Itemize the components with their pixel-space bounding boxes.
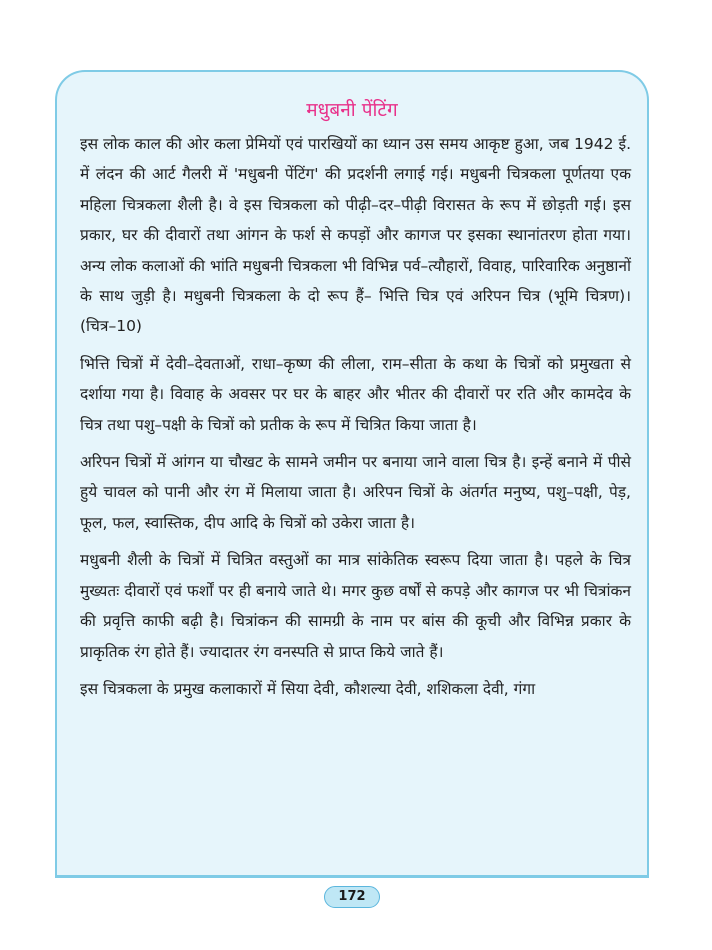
- paragraph-intro: इस लोक काल की ओर कला प्रेमियों एवं पारखियों का ध्यान उस समय आकृष्ट हुआ, जब 1942 ई. में लंदन की आर्ट गैलरी में 'मधुबनी पेंटिंग' की प्रदर्शनी लगाई गई। मधुबनी चित्रकला पूर्णतया एक महिला चित्रकला शैली है। वे इस चित्रकला को पीढ़ी–दर–पीढ़ी विरासत के रूप में छोड़ती गई। इस प्रकार, घर की दीवारों तथा आंगन के फर्श से कपड़ों और कागज पर इसका स्थानांतरण होता गया। अन्य लोक कलाओं की भांति मधुबनी चित्रकला भी विभिन्न पर्व–त्यौहारों, विवाह, पारिवारिक अनुष्ठानों के साथ जुड़ी है। मधुबनी चित्रकला के दो रूप हैं– भित्ति चित्र एवं अरिपन चित्र (भूमि चित्रण)। (चित्र–10): [80, 135, 631, 336]
- body-text: [80, 129, 631, 711]
- paragraph-bhitti-chitra: भित्ति चित्रों में देवी–देवताओं, राधा–कृष्ण की लीला, राम–सीता के कथा के चित्रों को प्रमुखता से दर्शाया गया है। विवाह के अवसर पर घर के बाहर और भीतर की दीवारों पर रति और कामदेव के चित्र तथा पशु–पक्षी के चित्रों को प्रतीक के रूप में चित्रित किया जाता है।: [80, 354, 631, 434]
- paragraph-aripan-chitra: अरिपन चित्रों में आंगन या चौखट के सामने जमीन पर बनाया जाने वाला चित्र है। इन्हें बनाने में पीसे हुये चावल को पानी और रंग में मिलाया जाता है। अरिपन चित्रों के अंतर्गत मनुष्य, पशु–पक्षी, पेड़, फूल, फल, स्वास्तिक, दीप आदि के चित्रों को उकेरा जाता है।: [80, 453, 631, 532]
- paragraph-artists: इस चित्रकला के प्रमुख कलाकारों में सिया देवी, कौशल्या देवी, शशिकला देवी, गंगा: [80, 679, 536, 698]
- section-heading: मधुबनी पेंटिंग: [306, 99, 398, 121]
- page-number-badge: 172: [324, 886, 380, 908]
- content-box: [55, 70, 649, 878]
- paragraph-madhubani-style: मधुबनी शैली के चित्रों में चित्रित वस्तुओं का मात्र सांकेतिक स्वरूप दिया जाता है। पहले के चित्र मुख्यतः दीवारों एवं फर्शों पर ही बनाये जाते थे। मगर कुछ वर्षों से कपड़े और कागज पर भी चित्रांकन की प्रवृत्ति काफी बढ़ी है। चित्रांकन की सामग्री के नाम पर बांस की कूची और विभिन्न प्रकार के प्राकृतिक रंग होते हैं। ज्यादातर रंग वनस्पति से प्राप्त किये जाते हैं।: [80, 551, 631, 661]
